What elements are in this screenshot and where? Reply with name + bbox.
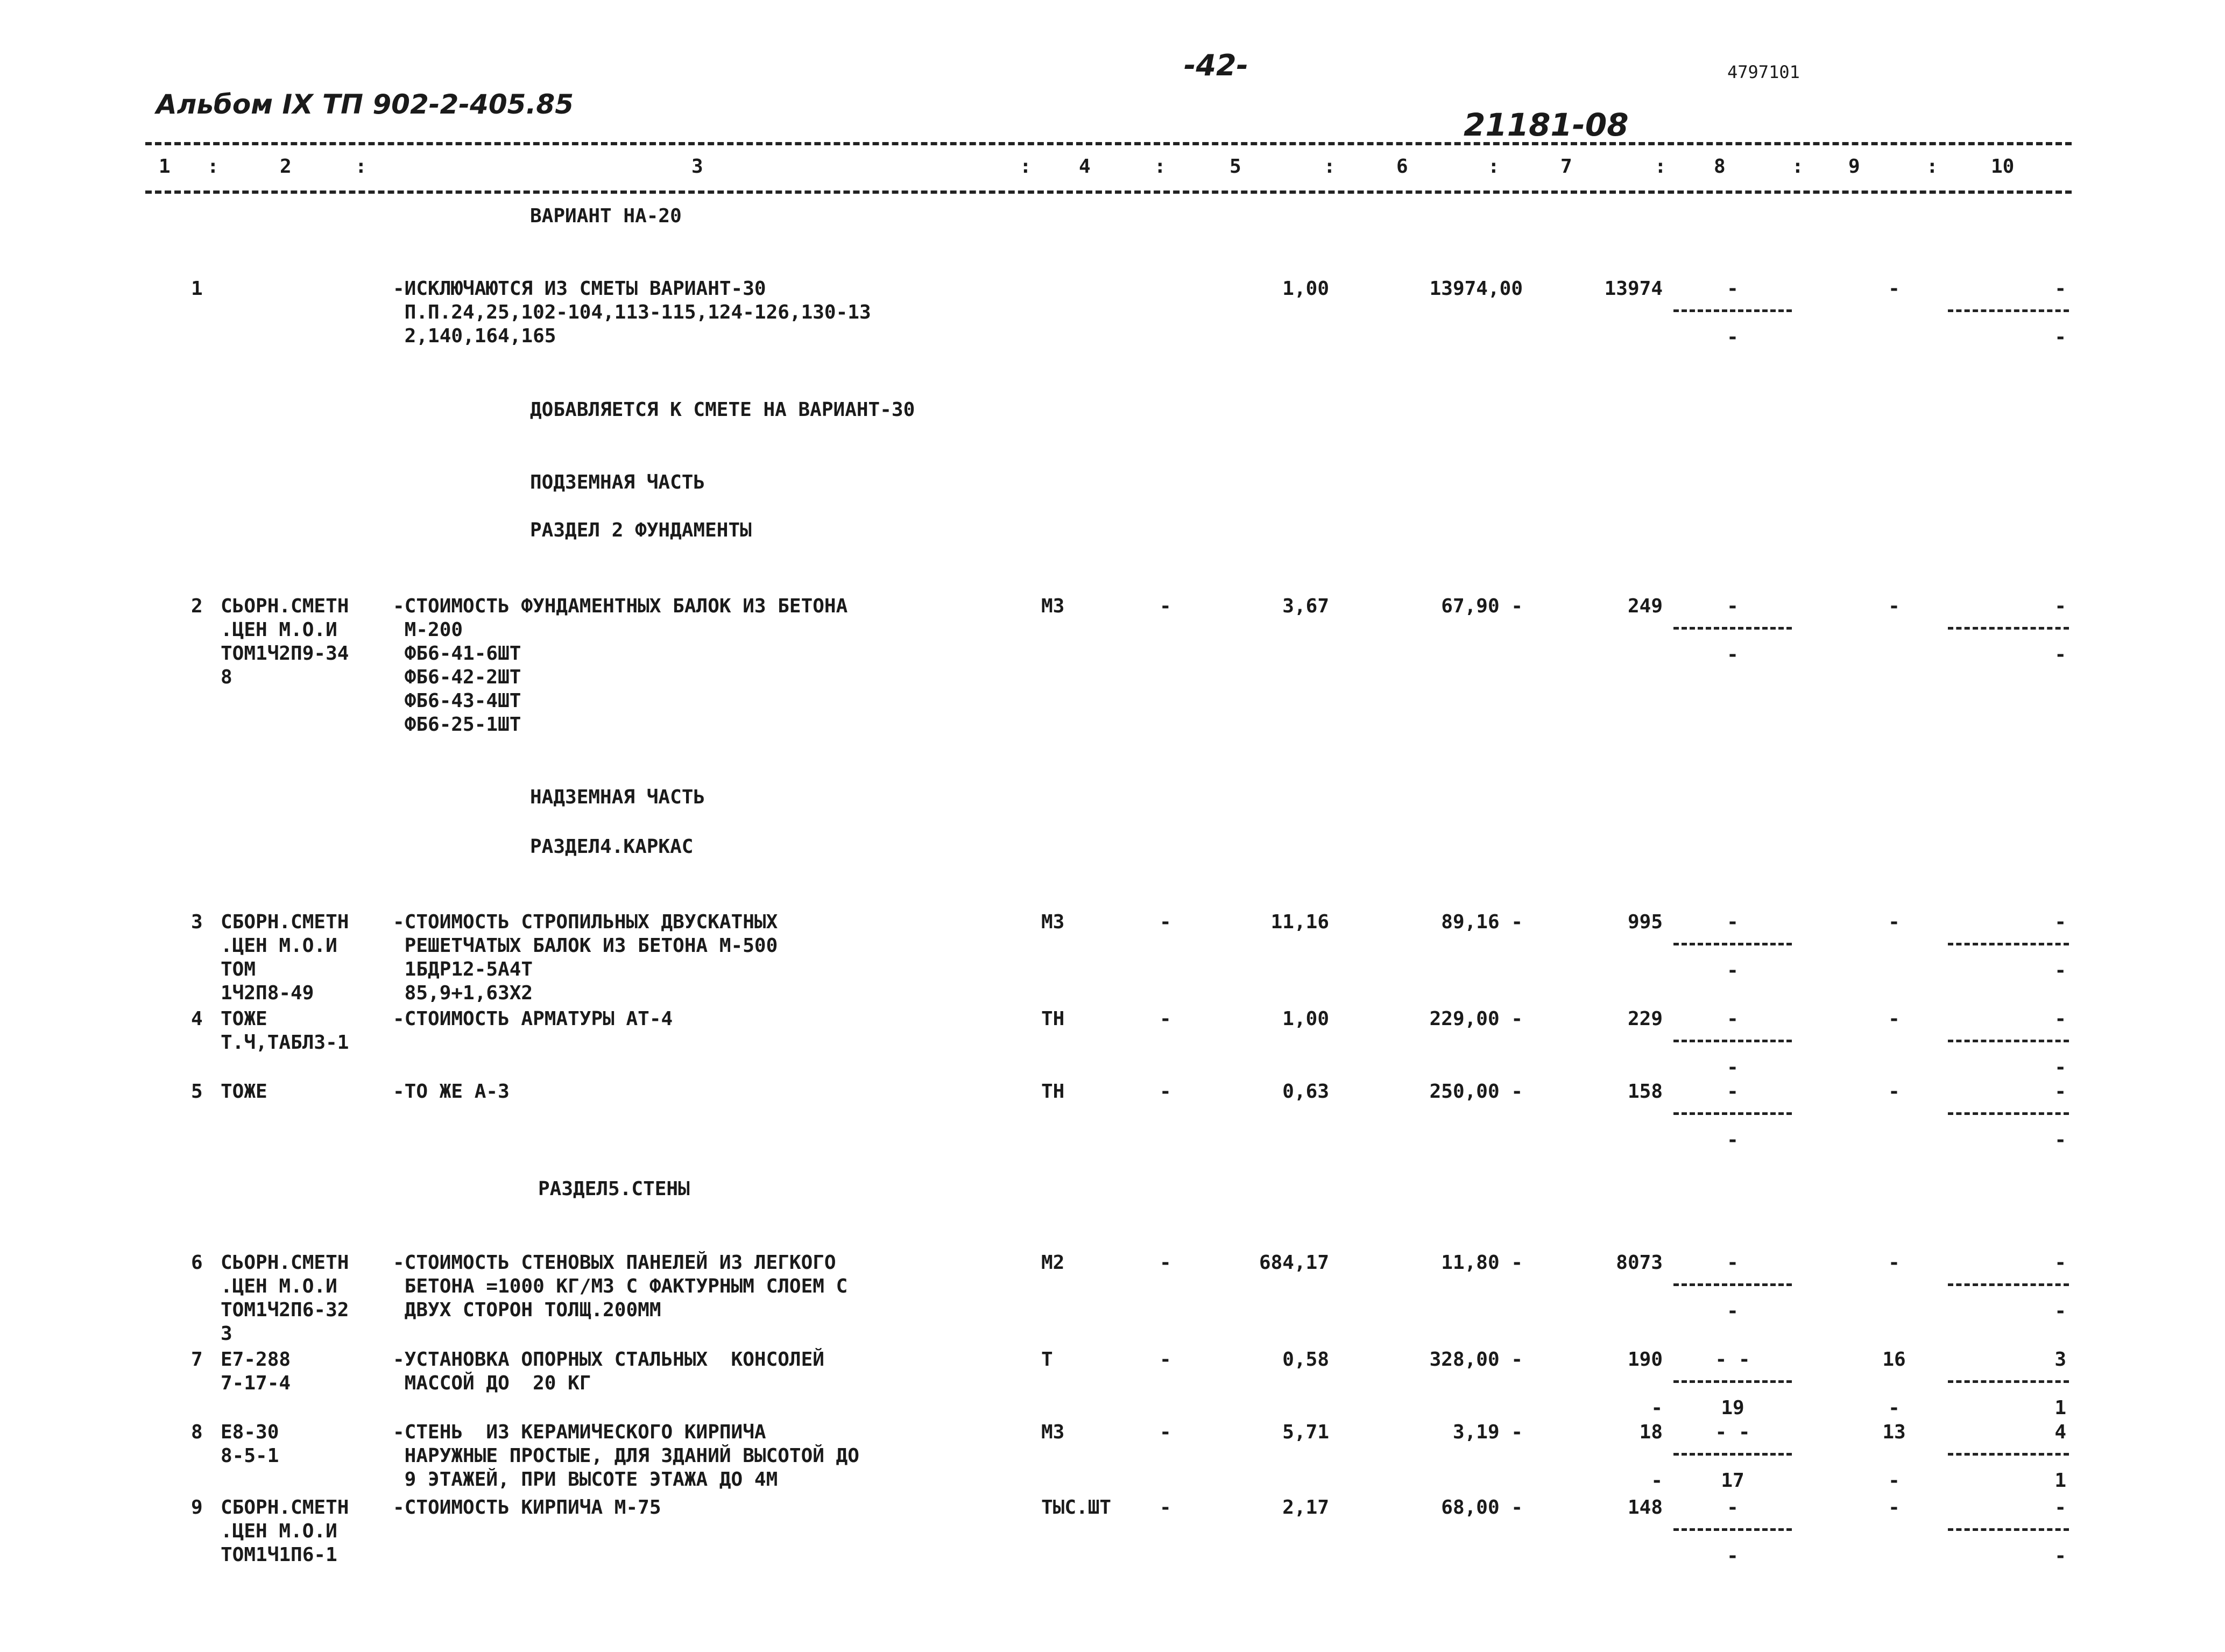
col-sep: : <box>207 156 219 178</box>
row-col9: 13 <box>1882 1421 1906 1443</box>
row-col5: - <box>1160 1421 1171 1443</box>
row-col8: - - <box>1715 1349 1750 1371</box>
cell-divider <box>1673 1380 1792 1383</box>
row-col9: - <box>1888 1252 1900 1274</box>
row-col9: - <box>1888 278 1900 300</box>
row-unit-price: 3,19 - <box>1452 1421 1523 1443</box>
row-col10: - <box>2054 1252 2066 1274</box>
row-col5: - <box>1160 1496 1171 1519</box>
cell-divider <box>1948 627 2069 630</box>
section-walls: РАЗДЕЛ5.СТЕНЫ <box>538 1178 690 1200</box>
row-code: СБОРН.СМЕТН .ЦЕН М.О.И ТОМ1Ч1П6-1 <box>221 1496 349 1566</box>
row-col5: - <box>1160 595 1171 617</box>
row-unit-price: 328,00 - <box>1429 1349 1523 1371</box>
row-col10-lower: 1 <box>2054 1397 2066 1419</box>
page-number: -42- <box>1184 48 1248 82</box>
row-col10: - <box>2054 1008 2066 1030</box>
col-sep: : <box>1655 156 1666 178</box>
row-code: СЬОРН.СМЕТН .ЦЕН М.О.И ТОМ1Ч2П6-32 3 <box>221 1252 349 1345</box>
col-8-header: 8 <box>1714 156 1726 178</box>
col-5-header: 5 <box>1230 156 1241 178</box>
row-unit-price: 68,00 - <box>1441 1496 1523 1519</box>
row-col9: - <box>1888 1496 1900 1519</box>
row-col10: - <box>2054 595 2066 617</box>
row-col5: - <box>1160 1252 1171 1274</box>
row-col10: - <box>2054 1081 2066 1103</box>
cell-divider <box>1673 1528 1792 1531</box>
cell-divider <box>1673 627 1792 630</box>
row-total: 249 <box>1627 595 1663 617</box>
row-quantity: 1,00 <box>1282 1008 1329 1030</box>
row-col9: - <box>1888 1081 1900 1103</box>
cell-divider <box>1673 943 1792 945</box>
row-col8: - - <box>1715 1421 1750 1443</box>
row-col8: - <box>1727 1008 1739 1030</box>
row-col9: 16 <box>1882 1349 1906 1371</box>
row-number: 8 <box>191 1421 203 1443</box>
row-col9: - <box>1888 1008 1900 1030</box>
row-col5: - <box>1160 1349 1171 1371</box>
row-description: -ИСКЛЮЧАЮТСЯ ИЗ СМЕТЫ ВАРИАНТ-30 П.П.24,25,102-104,113-115,124-126,130-13 2,140,164,165 <box>393 278 871 347</box>
row-description: -СТОИМОСТЬ КИРПИЧА М-75 <box>393 1496 661 1519</box>
row-unit: ТН <box>1041 1008 1065 1030</box>
row-col8: - <box>1727 1252 1739 1274</box>
row-col8: - <box>1727 595 1739 617</box>
row-code: Е8-30 8-5-1 <box>221 1421 279 1467</box>
row-total: 148 <box>1627 1496 1663 1519</box>
row-col8-lower: 17 <box>1721 1470 1744 1492</box>
row-unit: М3 <box>1041 911 1065 933</box>
row-col8-lower: - <box>1727 959 1739 982</box>
col-6-header: 6 <box>1396 156 1408 178</box>
row-number: 7 <box>191 1349 203 1371</box>
row-total: 158 <box>1627 1081 1663 1103</box>
section-foundations: РАЗДЕЛ 2 ФУНДАМЕНТЫ <box>530 519 752 541</box>
row-total: 995 <box>1627 911 1663 933</box>
row-col10-lower: - <box>2054 1129 2066 1151</box>
row-description: -УСТАНОВКА ОПОРНЫХ СТАЛЬНЫХ КОНСОЛЕЙ МАССОЙ ДО 20 КГ <box>393 1349 824 1394</box>
row-description: -СТОИМОСТЬ АРМАТУРЫ АТ-4 <box>393 1008 673 1030</box>
row-number: 5 <box>191 1081 203 1103</box>
row-number: 4 <box>191 1008 203 1030</box>
row-col8-lower: - <box>1727 644 1739 666</box>
cell-divider <box>1673 1453 1792 1456</box>
row-col10: 3 <box>2054 1349 2066 1371</box>
row-unit: М3 <box>1041 1421 1065 1443</box>
row-col10-lower: - <box>2054 326 2066 348</box>
col-7-header: 7 <box>1560 156 1572 178</box>
row-total: 8073 <box>1616 1252 1663 1274</box>
row-total: 229 <box>1627 1008 1663 1030</box>
row-number: 2 <box>191 595 203 617</box>
row-col8-lower: - <box>1727 1300 1739 1322</box>
row-col8-lower: 19 <box>1721 1397 1744 1419</box>
col-sep: : <box>1926 156 1938 178</box>
row-code: СБОРН.СМЕТН .ЦЕН М.О.И ТОМ 1Ч2П8-49 <box>221 911 349 1004</box>
row-number: 3 <box>191 911 203 933</box>
row-code: ТОЖЕ <box>221 1081 267 1103</box>
col-sep: : <box>1792 156 1804 178</box>
cell-divider <box>1673 1040 1792 1042</box>
row-col8: - <box>1727 1496 1739 1519</box>
document-number: 21181-08 <box>1464 107 1629 143</box>
row-col10-lower: - <box>2054 1056 2066 1078</box>
row-col8-lower: - <box>1727 1545 1739 1567</box>
row-col10: - <box>2054 911 2066 933</box>
col-sep: : <box>1324 156 1336 178</box>
row-total: 13974 <box>1604 278 1663 300</box>
row-col9-lower: - <box>1888 1397 1900 1419</box>
row-col10: - <box>2054 1496 2066 1519</box>
row-unit-price: 67,90 - <box>1441 595 1523 617</box>
row-col10-lower: - <box>2054 959 2066 982</box>
row-unit: ТЫС.ШТ <box>1041 1496 1112 1519</box>
row-unit: Т <box>1041 1349 1053 1371</box>
row-col10-lower: - <box>2054 1545 2066 1567</box>
row-col7-lower: - <box>1651 1470 1663 1492</box>
cell-divider <box>1673 1112 1792 1115</box>
row-col8-lower: - <box>1727 1129 1739 1151</box>
cell-divider <box>1948 943 2069 945</box>
album-title: Альбом IX ТП 902-2-405.85 <box>156 89 574 120</box>
row-col9-lower: - <box>1888 1470 1900 1492</box>
row-quantity: 11,16 <box>1270 911 1329 933</box>
row-col9: - <box>1888 595 1900 617</box>
col-2-header: 2 <box>280 156 292 178</box>
row-col8: - <box>1727 278 1739 300</box>
row-code: Е7-288 7-17-4 <box>221 1349 291 1394</box>
cell-divider <box>1948 1528 2069 1531</box>
row-number: 6 <box>191 1252 203 1274</box>
row-unit-price: 229,00 - <box>1429 1008 1523 1030</box>
col-sep: : <box>1020 156 1032 178</box>
row-total: 18 <box>1639 1421 1663 1443</box>
row-description: -СТОИМОСТЬ СТЕНОВЫХ ПАНЕЛЕЙ ИЗ ЛЕГКОГО БЕТОНА =1000 КГ/М3 С ФАКТУРНЫМ СЛОЕМ С ДВУХ СТОРОН ТОЛЩ.200ММ <box>393 1252 848 1321</box>
section-underground: ПОДЗЕМНАЯ ЧАСТЬ <box>530 471 705 493</box>
header-bottom-rule <box>145 190 2072 194</box>
row-unit: М3 <box>1041 595 1065 617</box>
row-description: -СТЕНЬ ИЗ КЕРАМИЧЕСКОГО КИРПИЧА НАРУЖНЫЕ ПРОСТЫЕ, ДЛЯ ЗДАНИЙ ВЫСОТОЙ ДО 9 ЭТАЖЕЙ, ПРИ ВЫСОТЕ ЭТАЖА ДО 4М <box>393 1421 859 1491</box>
cell-divider <box>1673 1283 1792 1286</box>
row-col8-lower: - <box>1727 1056 1739 1078</box>
row-col8: - <box>1727 1081 1739 1103</box>
row-quantity: 1,00 <box>1282 278 1329 300</box>
row-quantity: 2,17 <box>1282 1496 1329 1519</box>
cell-divider <box>1948 1380 2069 1383</box>
row-unit-price: 13974,00 <box>1429 278 1523 300</box>
col-sep: : <box>1488 156 1500 178</box>
col-3-header: 3 <box>691 156 703 178</box>
row-col5: - <box>1160 1081 1171 1103</box>
row-unit: ТН <box>1041 1081 1065 1103</box>
cell-divider <box>1948 1112 2069 1115</box>
header-top-rule <box>145 142 2072 145</box>
row-col9: - <box>1888 911 1900 933</box>
row-total: 190 <box>1627 1349 1663 1371</box>
row-quantity: 0,58 <box>1282 1349 1329 1371</box>
row-col5: - <box>1160 911 1171 933</box>
row-code: ТОЖЕ Т.Ч,ТАБЛ3-1 <box>221 1008 349 1054</box>
row-quantity: 3,67 <box>1282 595 1329 617</box>
row-col8: - <box>1727 911 1739 933</box>
col-1-header: 1 <box>159 156 171 178</box>
row-col10: 4 <box>2054 1421 2066 1443</box>
row-unit: М2 <box>1041 1252 1065 1274</box>
row-quantity: 684,17 <box>1259 1252 1329 1274</box>
row-code: СЬОРН.СМЕТН .ЦЕН М.О.И ТОМ1Ч2П9-34 8 <box>221 595 349 688</box>
cell-divider <box>1948 1283 2069 1286</box>
section-aboveground: НАДЗЕМНАЯ ЧАСТЬ <box>530 786 705 808</box>
cell-divider <box>1948 1040 2069 1042</box>
cell-divider <box>1673 309 1792 312</box>
row-description: -СТОИМОСТЬ ФУНДАМЕНТНЫХ БАЛОК ИЗ БЕТОНА М-200 ФБ6-41-6ШТ ФБ6-42-2ШТ ФБ6-43-4ШТ ФБ6-25-1ШТ <box>393 595 848 736</box>
row-col10: - <box>2054 278 2066 300</box>
row-unit-price: 11,80 - <box>1441 1252 1523 1274</box>
row-col10-lower: 1 <box>2054 1470 2066 1492</box>
row-col5: - <box>1160 1008 1171 1030</box>
row-col10-lower: - <box>2054 1300 2066 1322</box>
col-sep: : <box>1154 156 1166 178</box>
section-frame: РАЗДЕЛ4.КАРКАС <box>530 836 694 858</box>
section-variant: ВАРИАНТ НА-20 <box>530 205 682 227</box>
cell-divider <box>1948 1453 2069 1456</box>
section-added: ДОБАВЛЯЕТСЯ К СМЕТЕ НА ВАРИАНТ-30 <box>530 399 915 421</box>
row-number: 1 <box>191 278 203 300</box>
row-quantity: 5,71 <box>1282 1421 1329 1443</box>
row-number: 9 <box>191 1496 203 1519</box>
inventory-number: 4797101 <box>1727 62 1800 82</box>
col-9-header: 9 <box>1848 156 1860 178</box>
row-description: -СТОИМОСТЬ СТРОПИЛЬНЫХ ДВУСКАТНЫХ РЕШЕТЧАТЫХ БАЛОК ИЗ БЕТОНА М-500 1БДР12-5А4Т 85,9+1,63Х2 <box>393 911 778 1004</box>
row-col8-lower: - <box>1727 326 1739 348</box>
col-4-header: 4 <box>1079 156 1091 178</box>
row-unit-price: 89,16 - <box>1441 911 1523 933</box>
row-col10-lower: - <box>2054 644 2066 666</box>
row-unit-price: 250,00 - <box>1429 1081 1523 1103</box>
col-sep: : <box>355 156 367 178</box>
cell-divider <box>1948 309 2069 312</box>
row-col7-lower: - <box>1651 1397 1663 1419</box>
row-description: -ТО ЖЕ А-3 <box>393 1081 510 1103</box>
row-quantity: 0,63 <box>1282 1081 1329 1103</box>
col-10-header: 10 <box>1991 156 2015 178</box>
